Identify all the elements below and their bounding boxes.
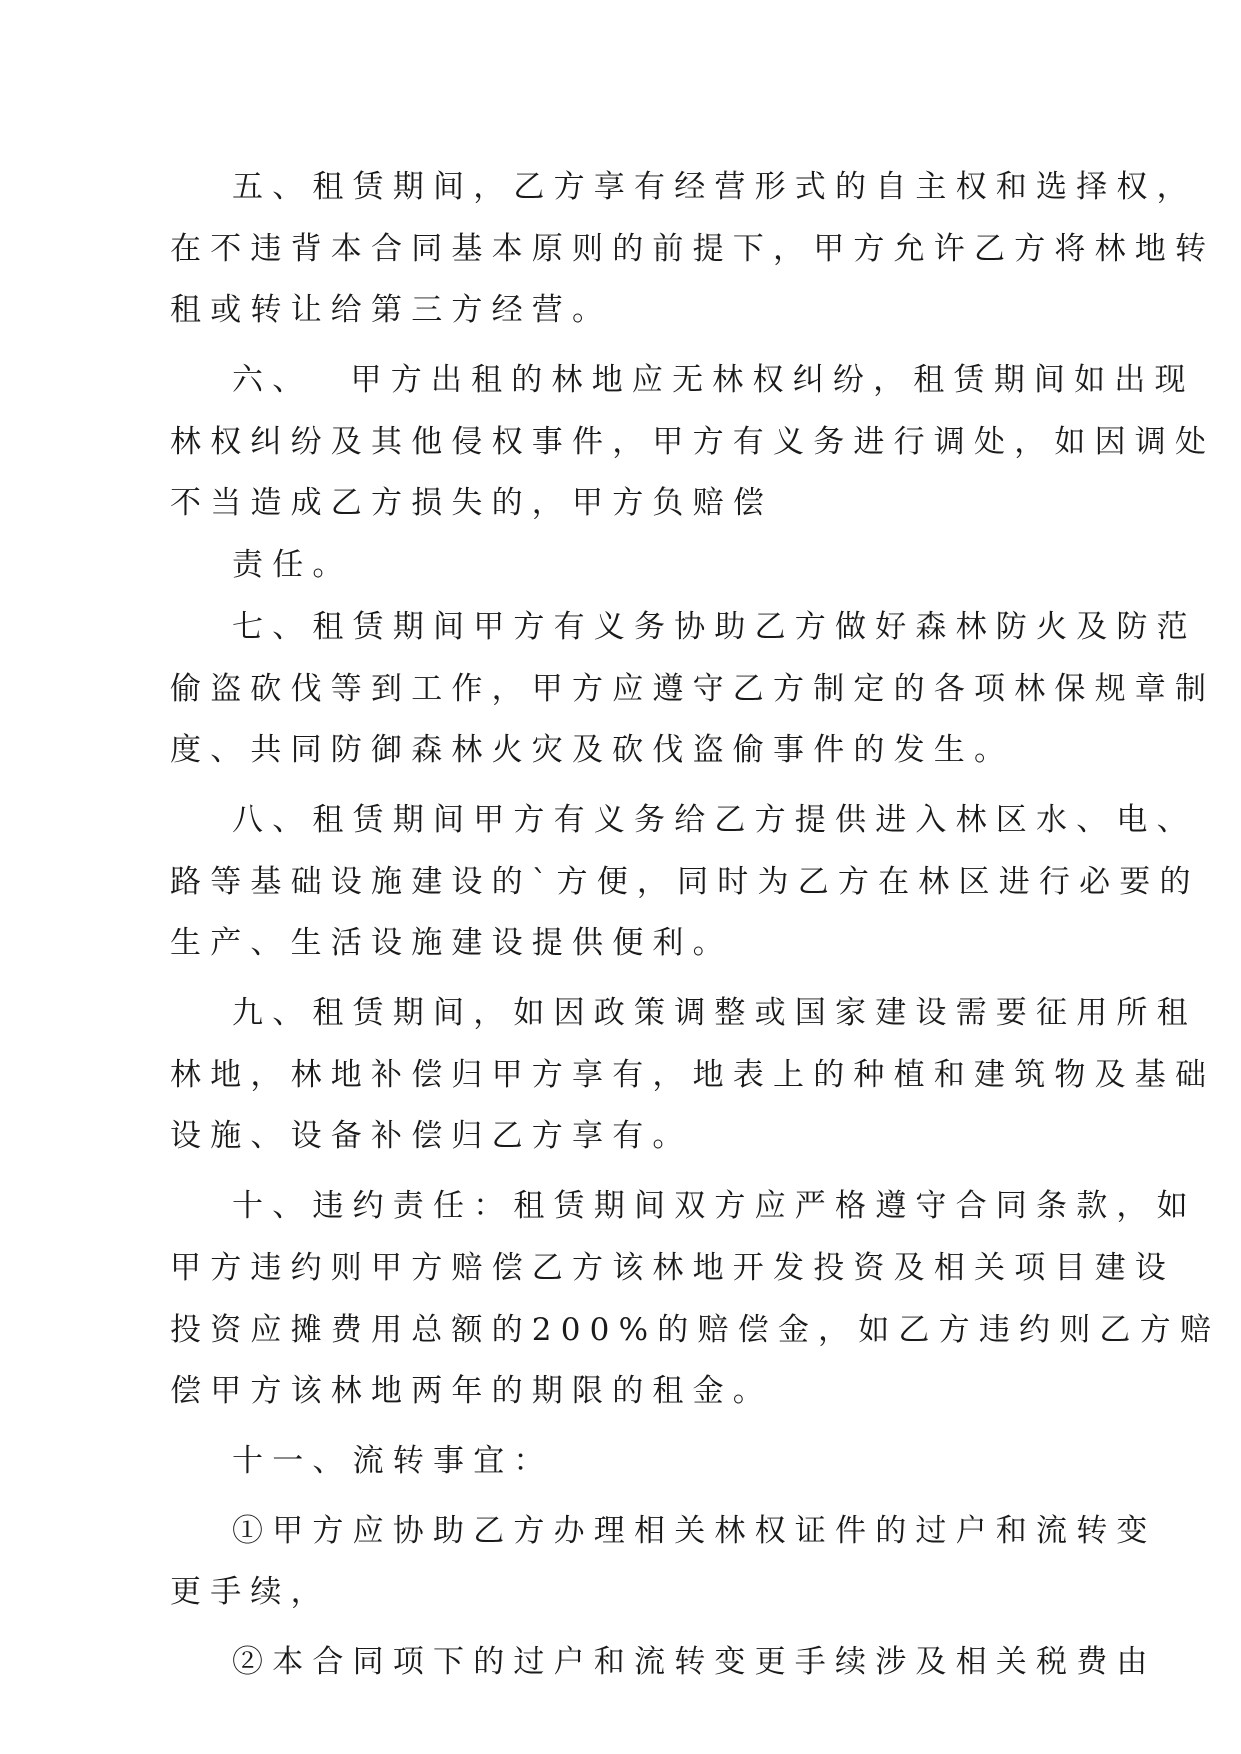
- text-line: 路等基础设施建设的`方便，同时为乙方在林区进行必要的: [170, 864, 1200, 900]
- text-line: 十、违约责任：租赁期间双方应严格遵守合同条款，如: [232, 1188, 1197, 1224]
- text-line: 偷盗砍伐等到工作，甲方应遵守乙方制定的各项林保规章制: [170, 671, 1216, 707]
- text-line: 九、租赁期间，如因政策调整或国家建设需要征用所租: [232, 995, 1197, 1031]
- text-line: 六、 甲方出租的林地应无林权纠纷，租赁期间如出现: [232, 362, 1195, 398]
- text-line: ①甲方应协助乙方办理相关林权证件的过户和流转变: [232, 1513, 1157, 1549]
- text-line: 租或转让给第三方经营。: [170, 292, 613, 328]
- text-line: 投资应摊费用总额的200%的赔偿金，如乙方违约则乙方赔: [170, 1312, 1221, 1348]
- text-line: 林权纠纷及其他侵权事件，甲方有义务进行调处，如因调处: [170, 424, 1216, 460]
- text-line: 责任。: [232, 547, 353, 583]
- text-line: 五、租赁期间，乙方享有经营形式的自主权和选择权，: [232, 169, 1197, 205]
- text-line: 更手续，: [170, 1574, 331, 1610]
- text-line: 八、租赁期间甲方有义务给乙方提供进入林区水、电、: [232, 802, 1197, 838]
- text-line: 不当造成乙方损失的，甲方负赔偿: [170, 485, 773, 521]
- text-line: ②本合同项下的过户和流转变更手续涉及相关税费由: [232, 1644, 1157, 1680]
- text-line: 甲方违约则甲方赔偿乙方该林地开发投资及相关项目建设: [170, 1250, 1175, 1286]
- text-line: 十一、流转事宜：: [232, 1443, 554, 1479]
- text-line: 度、共同防御森林火灾及砍伐盗偷事件的发生。: [170, 732, 1015, 768]
- text-line: 在不违背本合同基本原则的前提下，甲方允许乙方将林地转: [170, 231, 1216, 267]
- text-line: 林地，林地补偿归甲方享有，地表上的种植和建筑物及基础: [170, 1057, 1216, 1093]
- text-line: 生产、生活设施建设提供便利。: [170, 925, 733, 961]
- text-line: 七、租赁期间甲方有义务协助乙方做好森林防火及防范: [232, 609, 1197, 645]
- text-line: 设施、设备补偿归乙方享有。: [170, 1118, 693, 1154]
- text-line: 偿甲方该林地两年的期限的租金。: [170, 1373, 773, 1409]
